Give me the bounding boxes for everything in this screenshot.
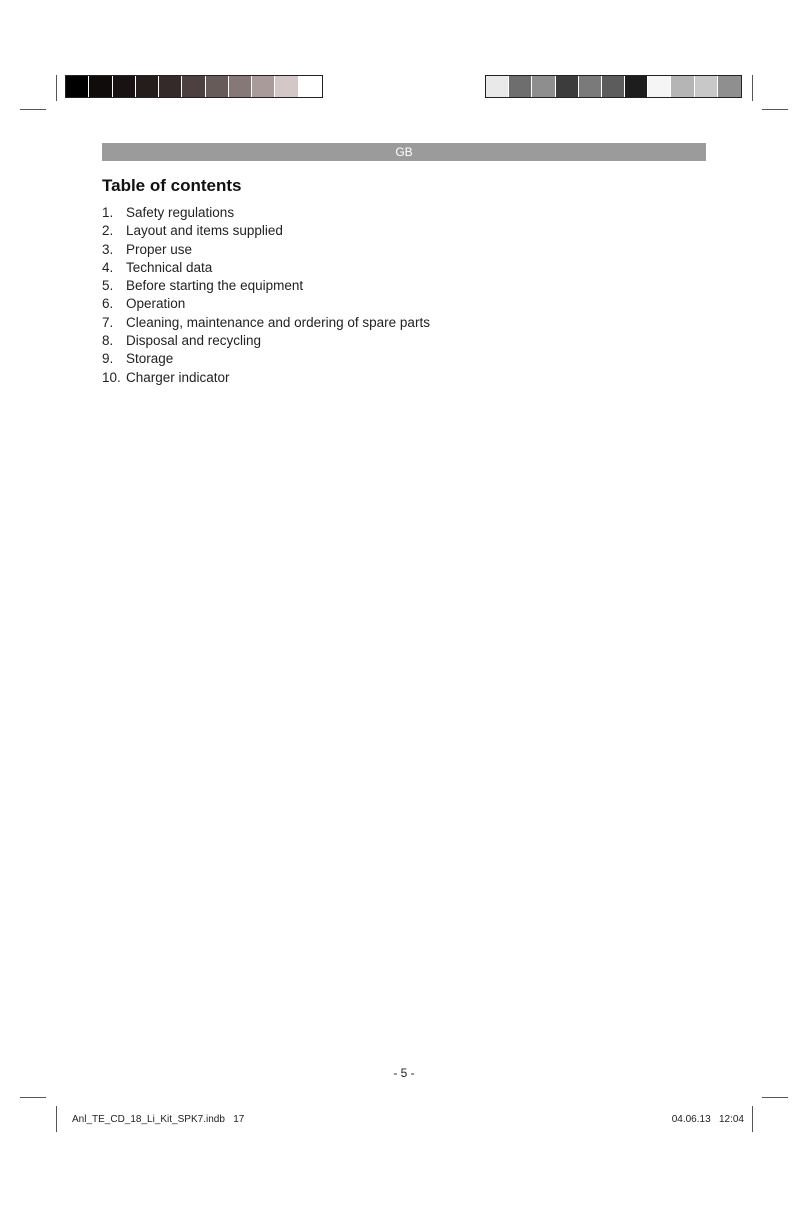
colorbar-right-swatch: [486, 76, 509, 97]
toc-item-label: Layout and items supplied: [126, 223, 283, 239]
toc-item-label: Disposal and recycling: [126, 333, 262, 349]
toc-item-label: Technical data: [126, 259, 213, 275]
toc-item: [102, 295, 430, 313]
toc-item-label: Charger indicator: [126, 369, 230, 385]
colorbar-left-swatch: [159, 76, 182, 97]
crop-mark-bottom-left-v: [56, 1106, 57, 1132]
crop-mark-top-right-v: [752, 75, 753, 101]
colorbar-right-swatch: [625, 76, 648, 97]
toc-item-number: 1.: [102, 205, 114, 220]
language-header-band: [102, 143, 706, 161]
toc-item: [102, 222, 430, 240]
print-colorbar-left: [65, 75, 323, 98]
colorbar-right-swatch: [556, 76, 579, 97]
toc-item-label: Cleaning, maintenance and ordering of spare parts: [126, 314, 430, 330]
toc-list: [102, 204, 430, 387]
toc-item-label: Proper use: [126, 241, 193, 257]
colorbar-left-swatch: [89, 76, 112, 97]
colorbar-left-swatch: [206, 76, 229, 97]
colorbar-right-swatch: [695, 76, 718, 97]
toc-item-number: 7.: [102, 314, 114, 330]
colorbar-left-swatch: [182, 76, 205, 97]
toc-item: [102, 369, 430, 387]
crop-mark-top-left-h: [20, 109, 46, 110]
toc-item-label: Operation: [126, 296, 186, 312]
crop-mark-top-right-h: [762, 109, 788, 110]
toc-item-label: Safety regulations: [126, 205, 235, 220]
toc-item: [102, 332, 430, 350]
page-number: - 5 -: [393, 1066, 415, 1080]
toc-title: Table of contents: [102, 176, 242, 195]
toc-item: [102, 314, 430, 332]
toc-item-number: 10.: [102, 369, 121, 385]
toc-item-number: 2.: [102, 223, 114, 239]
colorbar-left-swatch: [299, 76, 322, 97]
colorbar-right-swatch: [532, 76, 555, 97]
colorbar-right-swatch: [509, 76, 532, 97]
toc-item-number: 8.: [102, 333, 114, 349]
crop-mark-bottom-left-h: [20, 1097, 46, 1098]
toc-item-number: 3.: [102, 241, 114, 257]
colorbar-right-swatch: [579, 76, 602, 97]
print-colorbar-right: [485, 75, 742, 98]
slug-file-name: Anl_TE_CD_18_Li_Kit_SPK7.indb 17: [72, 1114, 245, 1125]
colorbar-left-swatch: [66, 76, 89, 97]
colorbar-left-swatch: [275, 76, 298, 97]
colorbar-right-swatch: [648, 76, 671, 97]
colorbar-left-swatch: [136, 76, 159, 97]
toc-item-label: Storage: [126, 351, 174, 367]
slug-date-time: 04.06.13 12:04: [671, 1114, 744, 1125]
language-label: GB: [395, 145, 413, 159]
colorbar-right-swatch: [718, 76, 741, 97]
toc-item: [102, 204, 430, 222]
crop-mark-bottom-right-h: [762, 1097, 788, 1098]
toc-item-number: 6.: [102, 296, 114, 312]
colorbar-left-swatch: [252, 76, 275, 97]
toc-item-number: 5.: [102, 278, 114, 294]
toc-item-label: Before starting the equipment: [126, 278, 304, 294]
colorbar-left-swatch: [113, 76, 136, 97]
toc-item: [102, 259, 430, 277]
colorbar-right-swatch: [602, 76, 625, 97]
colorbar-left-swatch: [229, 76, 252, 97]
crop-mark-top-left-v: [56, 75, 57, 101]
toc-item-number: 4.: [102, 259, 114, 275]
colorbar-right-swatch: [671, 76, 694, 97]
crop-mark-bottom-right-v: [752, 1106, 753, 1132]
toc-item: [102, 350, 430, 368]
toc-item: [102, 241, 430, 259]
toc-item-number: 9.: [102, 351, 114, 367]
toc-item: [102, 277, 430, 295]
